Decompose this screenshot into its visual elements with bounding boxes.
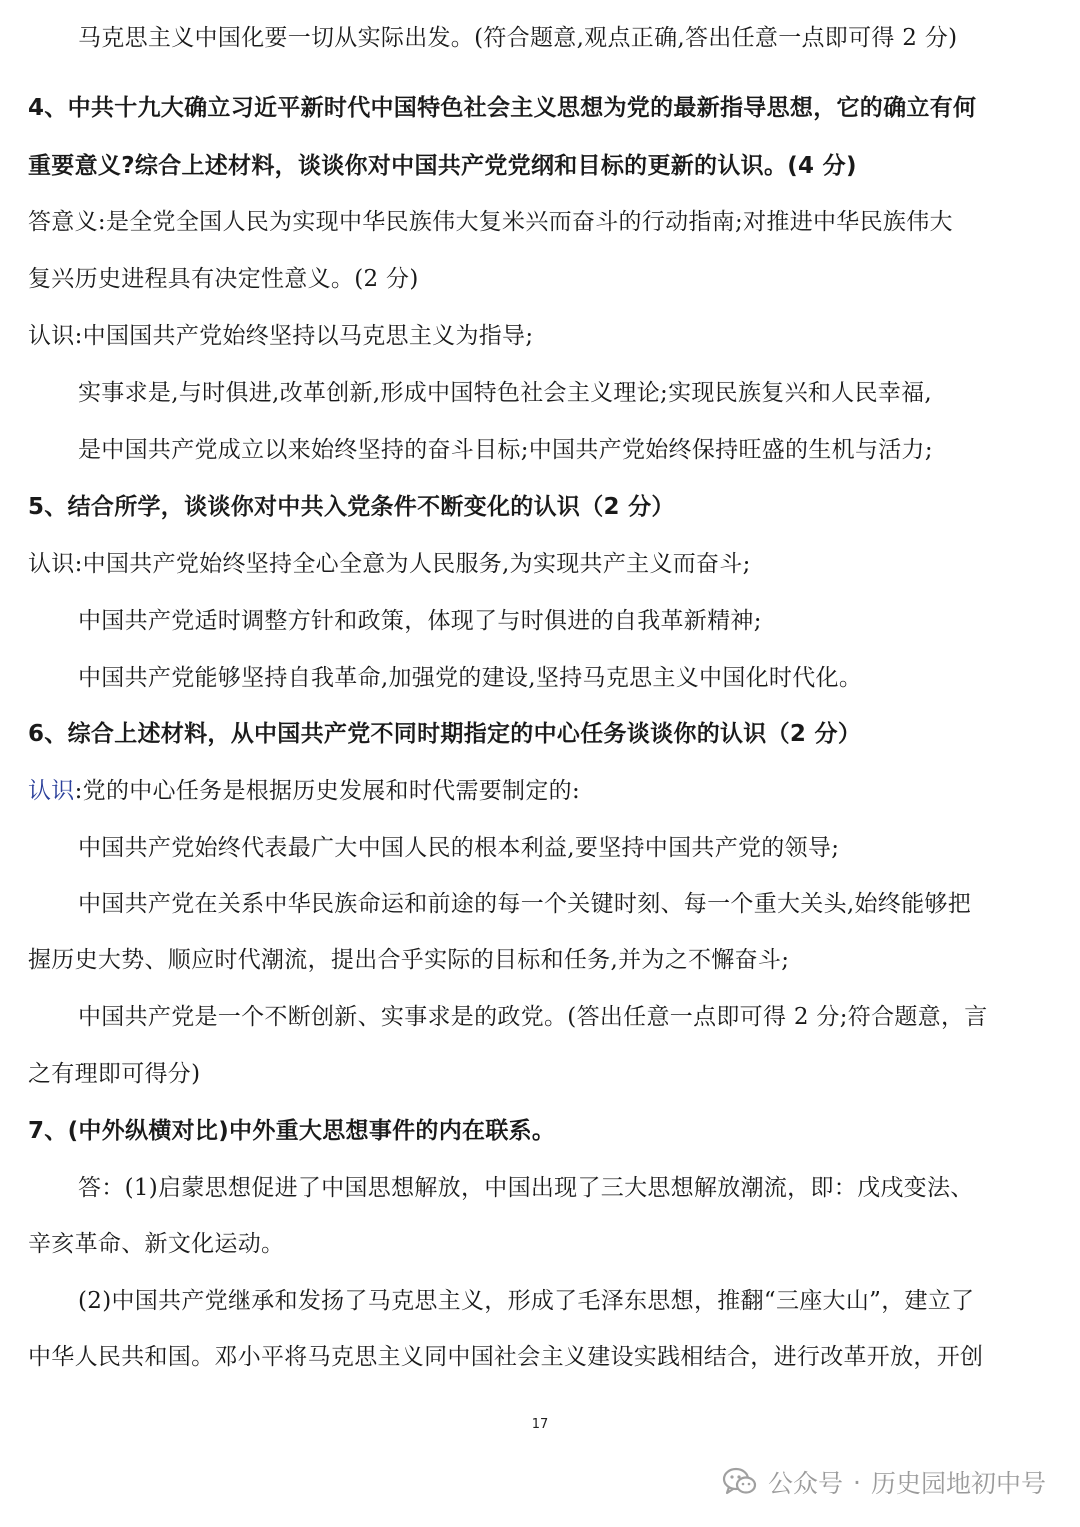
answer-5-line-2: 中国共产党适时调整方针和政策，体现了与时俱进的自我革新精神; (78, 608, 762, 634)
question-7: 7、(中外纵横对比)中外重大思想事件的内在联系。 (28, 1118, 556, 1144)
answer-7-line-2: 辛亥革命、新文化运动。 (28, 1231, 285, 1257)
watermark-separator: · (853, 1467, 861, 1497)
answer-6-line-5: 中国共产党是一个不断创新、实事求是的政党。(答出任意一点即可得 2 分;符合题意，言 (78, 1004, 988, 1030)
answer-line-1: 马克思主义中国化要一切从实际出发。(符合题意,观点正确,答出任意一点即可得 2 分) (78, 25, 958, 51)
answer-6-line-4: 握历史大势、顺应时代潮流，提出合乎实际的目标和任务,并为之不懈奋斗; (28, 947, 790, 973)
answer-6-line-1 (28, 775, 1058, 807)
answer-4-line-3: 认识:中国国共产党始终坚持以马克思主义为指导; (28, 323, 534, 349)
answer-7-line-3: (2)中国共产党继承和发扬了马克思主义，形成了毛泽东思想，推翻“三座大山”，建立了 (78, 1288, 975, 1314)
watermark-account-type: 公众号 (768, 1469, 844, 1498)
question-5: 5、结合所学，谈谈你对中共入党条件不断变化的认识（2 分） (28, 494, 675, 520)
wechat-watermark (722, 1462, 1046, 1502)
page-number: 17 (531, 1417, 549, 1432)
answer-6-label: 认识 (28, 778, 75, 804)
answer-4-line-1: 答意义:是全党全国人民为实现中华民族伟大复米兴而奋斗的行动指南;对推进中华民族伟大 (28, 209, 953, 235)
answer-6-line-3: 中国共产党在关系中华民族命运和前途的每一个关键时刻、每一个重大关头,始终能够把 (78, 891, 972, 917)
answer-4-line-4: 实事求是,与时俱进,改革创新,形成中国特色社会主义理论;实现民族复兴和人民幸福, (78, 380, 932, 406)
answer-7-line-1: 答：(1)启蒙思想促进了中国思想解放，中国出现了三大思想解放潮流，即：戊戌变法、 (78, 1175, 974, 1201)
answer-4-line-2: 复兴历史进程具有决定性意义。(2 分) (28, 266, 419, 292)
answer-5-line-1: 认识:中国共产党始终坚持全心全意为人民服务,为实现共产主义而奋斗; (28, 551, 751, 577)
answer-5-line-3: 中国共产党能够坚持自我革命,加强党的建设,坚持马克思主义中国化时代化。 (78, 665, 863, 691)
question-6: 6、综合上述材料，从中国共产党不同时期指定的中心任务谈谈你的认识（2 分） (28, 721, 862, 747)
wechat-icon (722, 1467, 758, 1497)
answer-4-line-5: 是中国共产党成立以来始终坚持的奋斗目标;中国共产党始终保持旺盛的生机与活力; (78, 437, 933, 463)
answer-6-line-1-text: :党的中心任务是根据历史发展和时代需要制定的: (74, 778, 581, 804)
watermark-account-name: 历史园地初中号 (870, 1469, 1046, 1498)
question-4-line-2: 重要意义?综合上述材料，谈谈你对中国共产党党纲和目标的更新的认识。(4 分) (28, 153, 857, 179)
answer-6-line-2: 中国共产党始终代表最广大中国人民的根本利益,要坚持中国共产党的领导; (78, 835, 840, 861)
question-4-line-1: 4、中共十九大确立习近平新时代中国特色社会主义思想为党的最新指导思想，它的确立有何 (28, 95, 977, 121)
answer-7-line-4: 中华人民共和国。邓小平将马克思主义同中国社会主义建设实践相结合，进行改革开放，开创 (28, 1344, 984, 1370)
answer-6-line-6: 之有理即可得分) (28, 1061, 201, 1087)
